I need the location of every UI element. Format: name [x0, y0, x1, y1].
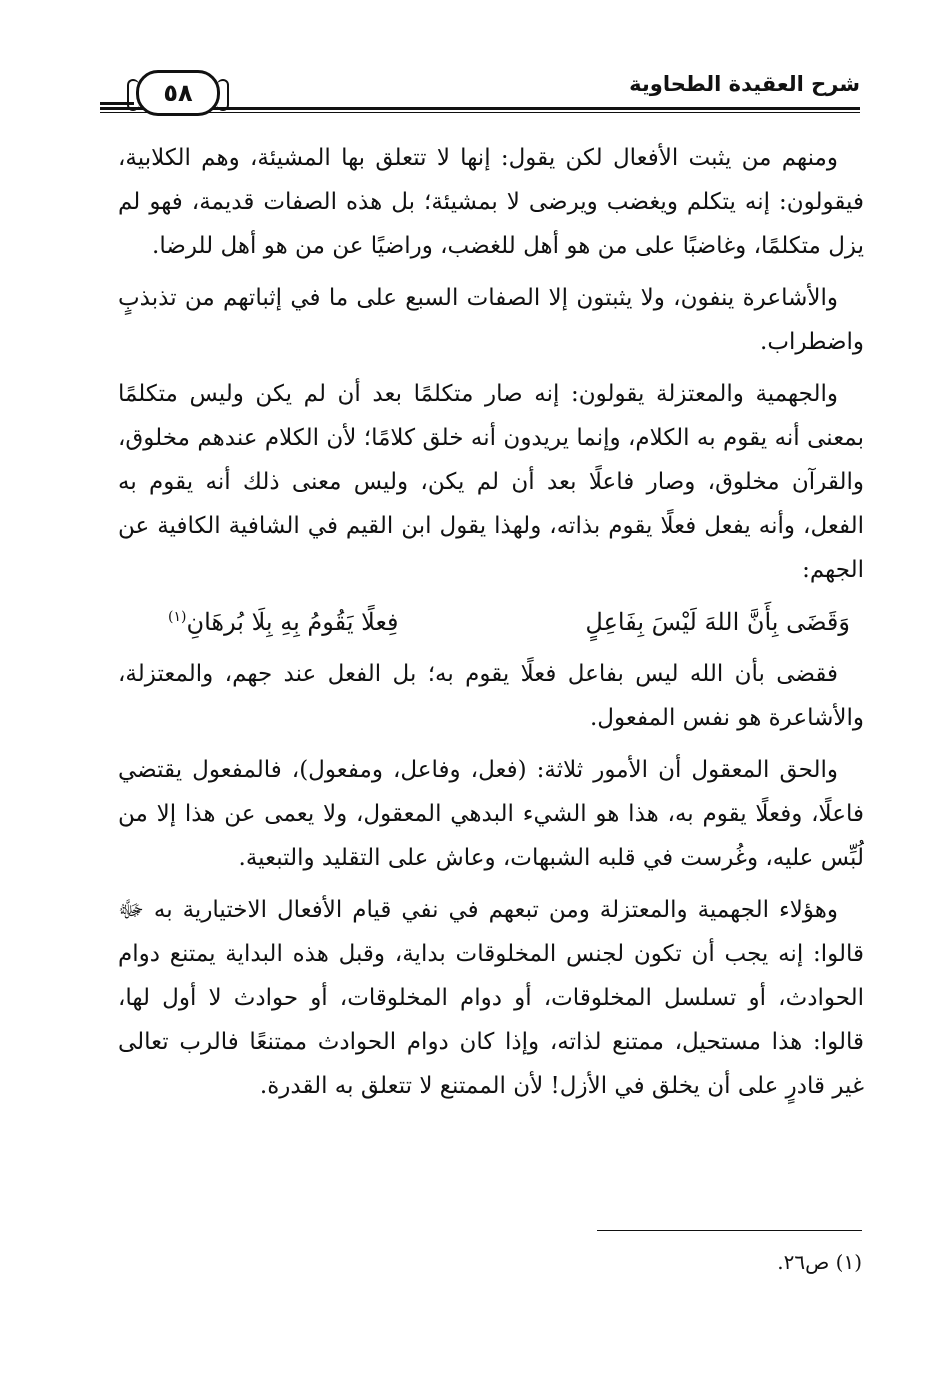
verse-second-text: فِعلًا يَقُومُ بِهِ بِلَا بُرهَانِ — [186, 608, 399, 636]
paragraph: وهؤلاء الجهمية والمعتزلة ومن تبعهم في نفي قيام الأفعال الاختيارية به ﷻ قالوا: إنه يجب أن تكون لجنس المخلوقات بداية، وقبل هذه البداية يمتنع دوام الحوادث، أو تسلسل المخلوقات، أو دوام المخلوقات، أو حوادث لا أول لها، قالوا: هذا مستحيل، ممتنع لذاته، وإذا كان دوام الحوادث ممتنعًا فالرب تعالى غير قادرٍ على أن يخلق في الأزل! لأن الممتنع لا تتعلق به القدرة. — [118, 897, 864, 1099]
paragraph: ومنهم من يثبت الأفعال لكن يقول: إنها لا تتعلق بها المشيئة، وهم الكلابية، فيقولون: إنه يتكلم ويغضب ويرضى لا بمشيئة؛ بل هذه الصفات قديمة، فهو لم يزل متكلمًا، وغاضبًا على من هو أهل للغضب، وراضيًا عن من هو أهل للرضا. — [118, 145, 864, 259]
page-header — [100, 62, 860, 122]
verse-second-hemistich — [168, 600, 399, 644]
poem-verse — [118, 600, 864, 644]
footnote: (١) ص٢٦. — [777, 1250, 862, 1274]
page-number-badge — [136, 70, 220, 116]
paragraph: والأشاعرة ينفون، ولا يثبتون إلا الصفات السبع على ما في إثباتهم من تذبذبٍ واضطراب. — [118, 285, 864, 355]
main-text — [118, 136, 864, 1116]
header-rule-thin — [100, 112, 860, 113]
paragraph: والجهمية والمعتزلة يقولون: إنه صار متكلمًا بعد أن لم يكن وليس متكلمًا بمعنى أنه يقوم به الكلام، وإنما يريدون أنه خلق كلامًا؛ لأن الكلام عندهم مخلوق، والقرآن مخلوق، وصار فاعلًا بعد أن لم يكن، وليس معنى ذلك أنه يقوم به الفعل، وأنه يفعل فعلًا يقوم بذاته، ولهذا يقول ابن القيم في الشافية الكافية عن الجهم: — [118, 381, 864, 583]
paragraph: والحق المعقول أن الأمور ثلاثة: (فعل، وفاعل، ومفعول)، فالمفعول يقتضي فاعلًا، وفعلًا يقوم به، هذا هو الشيء البدهي المعقول، ولا يعمى عن هذا إلا من لُبِّس عليه، وغُرست في قلبه الشبهات، وعاش على التقليد والتبعية. — [118, 757, 864, 871]
page-number: ٥٨ — [163, 79, 193, 107]
footnote-marker: (١) — [168, 609, 187, 625]
book-title: شرح العقيدة الطحاوية — [629, 72, 860, 96]
footnote-separator — [597, 1230, 862, 1231]
paragraph: فقضى بأن الله ليس بفاعل فعلًا يقوم به؛ بل الفعل عند جهم، والمعتزلة، والأشاعرة هو نفس المفعول. — [118, 661, 864, 731]
verse-first-hemistich: وَقَضَى بِأَنَّ اللهَ لَيْسَ بِفَاعِلٍ — [585, 608, 850, 636]
